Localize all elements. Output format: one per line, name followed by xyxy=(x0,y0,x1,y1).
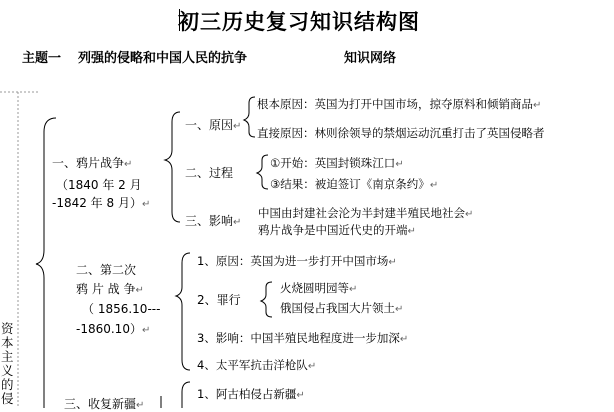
war1-cause-root: 根本原因：英国为打开中国市场，掠夺原料和倾销商品↵ xyxy=(257,97,542,111)
war1-cause-direct: 直接原因：林则徐领导的禁烟运动沉重打击了英国侵略者 xyxy=(257,126,545,140)
war1-dates-end: -1842 年 8 月）↵ xyxy=(52,196,151,210)
war2-dates-end: -1860.10）↵ xyxy=(76,322,151,336)
war1-impact-2: 鸦片战争是中国近代史的开端↵ xyxy=(258,223,416,237)
war2-impact: 3、影响：中国半殖民地程度进一步加深↵ xyxy=(197,331,409,345)
war3-title: 三、收复新疆↵ xyxy=(64,397,145,411)
cause-brace xyxy=(244,97,255,137)
war1-title: 一、鸦片战争↵ xyxy=(52,156,133,170)
process-brace xyxy=(257,155,268,189)
network-label: 知识网络 xyxy=(344,51,397,66)
war2-dates: （ 1856.10--- xyxy=(82,302,161,316)
war1-process-start: ①开始：英国封锁珠江口↵ xyxy=(270,156,404,170)
war2-cause: 1、原因：英国为进一步打开中国市场↵ xyxy=(197,254,397,268)
war1-cause-label: 一、原因↵ xyxy=(185,118,242,132)
war1-brace xyxy=(165,112,180,222)
war1-process-label: 二、过程 xyxy=(185,166,234,180)
theme-name: 列强的侵略和中国人民的抗争 xyxy=(78,51,248,66)
war3-item-1: 1、阿古柏侵占新疆↵ xyxy=(197,387,305,401)
crimes-brace xyxy=(261,282,272,317)
war1-process-result: ③结果：被迫签订《南京条约》↵ xyxy=(270,177,439,191)
war1-dates: （1840 年 2 月 xyxy=(56,178,142,192)
war1-impact-1: 中国由封建社会沦为半封建半殖民地社会↵ xyxy=(258,206,474,220)
page-title: 初三历史复习知识结构图 xyxy=(178,10,420,34)
war2-crime-2: 俄国侵占我国大片领土↵ xyxy=(280,301,404,315)
war2-resist: 4、太平军抗击洋枪队↵ xyxy=(197,358,317,372)
side-vertical-label: 资本主义的侵 xyxy=(1,321,14,406)
war2-brace xyxy=(176,253,190,370)
war2-crime-1: 火烧圆明园等↵ xyxy=(280,281,358,295)
war2-title: 二、第二次 xyxy=(76,263,137,277)
war2-crimes-label: 2、罪行 xyxy=(197,293,241,307)
war1-impact-label: 三、影响↵ xyxy=(185,214,242,228)
war2-title-2: 鸦 片 战 争↵ xyxy=(76,282,144,296)
war3-brace xyxy=(182,382,190,408)
theme-label: 主题一 xyxy=(22,51,62,66)
